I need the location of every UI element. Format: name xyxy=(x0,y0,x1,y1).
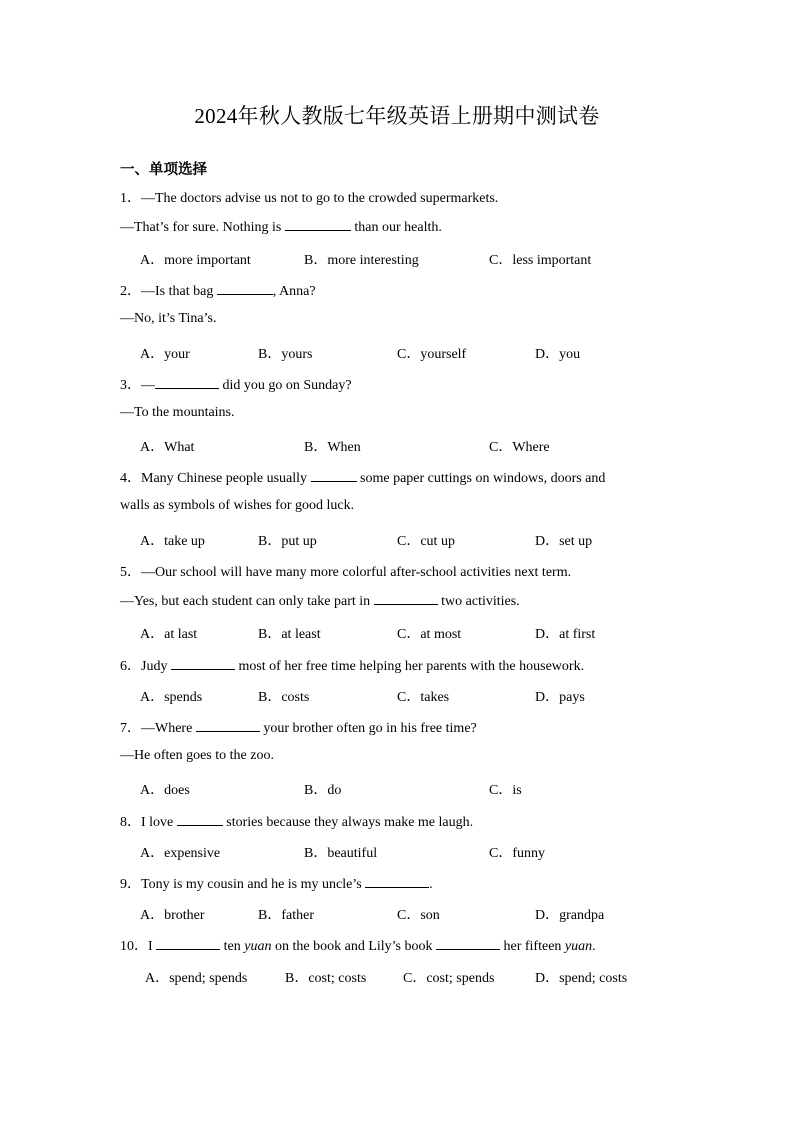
option[interactable]: D．grandpa xyxy=(535,908,605,923)
option[interactable]: A．does xyxy=(140,783,190,798)
option[interactable]: B．at least xyxy=(258,627,321,642)
question-10-line-1: 10．I ten yuan on the book and Lily’s book her fifteen yuan. xyxy=(120,939,596,954)
question-7-line-2: —He often goes to the zoo. xyxy=(120,748,274,763)
option[interactable]: B．more interesting xyxy=(304,253,419,268)
question-4-line-1: 4．Many Chinese people usually some paper cuttings on windows, doors and xyxy=(120,471,606,486)
question-6-line-1: 6．Judy most of her free time helping her parents with the housework. xyxy=(120,659,585,674)
option[interactable]: D．pays xyxy=(535,690,585,705)
option[interactable]: C．is xyxy=(489,783,522,798)
question-9-line-1: 9．Tony is my cousin and he is my uncle’s . xyxy=(120,877,433,892)
option[interactable]: A．spend; spends xyxy=(145,971,248,986)
question-8-line-1: 8．I love stories because they always make me laugh. xyxy=(120,815,474,830)
answer-blank[interactable] xyxy=(177,813,223,826)
answer-blank[interactable] xyxy=(365,875,429,888)
answer-blank[interactable] xyxy=(311,469,357,482)
option[interactable]: C．funny xyxy=(489,846,545,861)
option[interactable]: A．at last xyxy=(140,627,198,642)
option[interactable]: C．son xyxy=(397,908,440,923)
option[interactable]: D．spend; costs xyxy=(535,971,628,986)
option[interactable]: A．What xyxy=(140,440,195,455)
option[interactable]: A．expensive xyxy=(140,846,221,861)
option[interactable]: A．more important xyxy=(140,253,251,268)
option[interactable]: C．yourself xyxy=(397,347,467,362)
option[interactable]: D．at first xyxy=(535,627,596,642)
answer-blank[interactable] xyxy=(196,719,260,732)
question-5-line-1: 5．—Our school will have many more colorful after-school activities next term. xyxy=(120,565,572,580)
question-3-line-1: 3．— did you go on Sunday? xyxy=(120,378,352,393)
option[interactable]: A．your xyxy=(140,347,190,362)
question-7-line-1: 7．—Where your brother often go in his free time? xyxy=(120,721,477,736)
option[interactable]: C．cut up xyxy=(397,534,455,549)
option[interactable]: B．beautiful xyxy=(304,846,378,861)
answer-blank[interactable] xyxy=(171,657,235,670)
option[interactable]: C．takes xyxy=(397,690,450,705)
question-5-line-2: —Yes, but each student can only take part in two activities. xyxy=(120,594,520,609)
section-heading: 一、单项选择 xyxy=(120,162,207,178)
question-4-line-2: walls as symbols of wishes for good luck. xyxy=(120,498,355,513)
option[interactable]: C．cost; spends xyxy=(403,971,495,986)
option[interactable]: A．spends xyxy=(140,690,203,705)
question-2-line-2: —No, it’s Tina’s. xyxy=(120,311,217,326)
answer-blank[interactable] xyxy=(156,937,220,950)
option[interactable]: C．at most xyxy=(397,627,462,642)
option[interactable]: B．do xyxy=(304,783,342,798)
option[interactable]: C．Where xyxy=(489,440,550,455)
option[interactable]: B．yours xyxy=(258,347,313,362)
question-1-line-1: 1．—The doctors advise us not to go to the crowded supermarkets. xyxy=(120,191,499,206)
answer-blank[interactable] xyxy=(155,376,219,389)
answer-blank[interactable] xyxy=(217,282,273,295)
option[interactable]: B．When xyxy=(304,440,361,455)
option[interactable]: D．set up xyxy=(535,534,593,549)
answer-blank[interactable] xyxy=(374,592,438,605)
answer-blank[interactable] xyxy=(436,937,500,950)
option[interactable]: A．take up xyxy=(140,534,205,549)
option[interactable]: C．less important xyxy=(489,253,592,268)
option[interactable]: B．cost; costs xyxy=(285,971,367,986)
option[interactable]: B．costs xyxy=(258,690,310,705)
question-2-line-1: 2．—Is that bag , Anna? xyxy=(120,284,316,299)
option[interactable]: B．father xyxy=(258,908,314,923)
option[interactable]: A．brother xyxy=(140,908,205,923)
answer-blank[interactable] xyxy=(285,218,351,231)
page-title: 2024年秋人教版七年级英语上册期中测试卷 xyxy=(194,104,600,128)
question-3-line-2: —To the mountains. xyxy=(120,405,235,420)
question-1-line-2: —That’s for sure. Nothing is than our health. xyxy=(120,220,442,235)
option[interactable]: D．you xyxy=(535,347,581,362)
option[interactable]: B．put up xyxy=(258,534,317,549)
